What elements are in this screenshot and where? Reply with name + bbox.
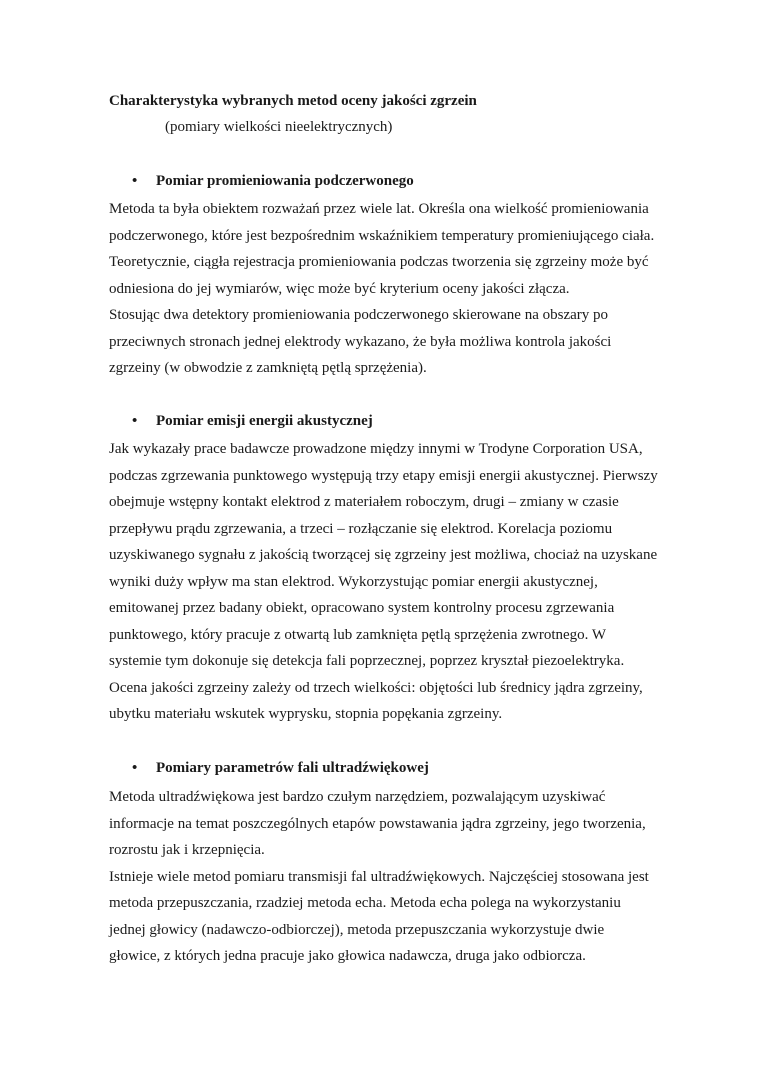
paragraph-line: podczerwonego, które jest bezpośrednim wskaźnikiem temperatury promieniującego ciała. xyxy=(109,227,655,244)
section-heading-label: Pomiary parametrów fali ultradźwiękowej xyxy=(156,760,429,776)
section-heading-label: Pomiar promieniowania podczerwonego xyxy=(156,173,414,189)
section-heading-acoustic xyxy=(132,410,373,432)
paragraph-line: jednej głowicy (nadawczo-odbiorczej), metoda przepuszczania wykorzystuje dwie xyxy=(109,921,605,938)
paragraph-line: obejmuje wstępny kontakt elektrod z materiałem roboczym, drugi – zmiany w czasie xyxy=(109,494,619,510)
section-paragraph-ultrasonic xyxy=(109,784,679,970)
document-subtitle: (pomiary wielkości nieelektrycznych) xyxy=(165,119,393,135)
section-heading-label: Pomiar emisji energii akustycznej xyxy=(156,413,373,429)
paragraph-line: Istnieje wiele metod pomiaru transmisji fal ultradźwiękowych. Najczęściej stosowana jest xyxy=(109,868,649,885)
bullet-icon: • xyxy=(132,413,138,429)
section-paragraph-acoustic xyxy=(109,436,679,728)
section-heading-infrared xyxy=(132,170,414,192)
paragraph-line: Ocena jakości zgrzeiny zależy od trzech wielkości: objętości lub średnicy jądra zgrzeiny, xyxy=(109,679,643,696)
bullet-icon: • xyxy=(132,760,138,776)
paragraph-line: Metoda ta była obiektem rozważań przez wiele lat. Określa ona wielkość promieniowania xyxy=(109,201,649,217)
paragraph-line: emitowanej przez badany obiekt, opracowano system kontrolny procesu zgrzewania xyxy=(109,600,615,616)
paragraph-line: ubytku materiału wskutek wyprysku, stopnia popękania zgrzeiny. xyxy=(109,706,503,722)
paragraph-line: przeciwnych stronach jednej elektrody wykazano, że była możliwa kontrola jakości xyxy=(109,333,612,350)
bullet-icon: • xyxy=(132,173,138,189)
paragraph-line: Teoretycznie, ciągła rejestracja promieniowania podczas tworzenia się zgrzeiny może być xyxy=(109,254,649,270)
document-title: Charakterystyka wybranych metod oceny jakości zgrzein xyxy=(109,93,477,109)
paragraph-line: odniesiona do jej wymiarów, więc może być kryterium oceny jakości złącza. xyxy=(109,280,570,297)
paragraph-line: uzyskiwanego sygnału z jakością tworzącej się zgrzeiny jest możliwa, chociaż na uzyskane xyxy=(109,547,658,563)
section-heading-ultrasonic xyxy=(132,757,429,779)
paragraph-line: podczas zgrzewania punktowego występują trzy etapy emisji energii akustycznej. Pierwszy xyxy=(109,467,658,484)
paragraph-line: informacje na temat poszczególnych etapów powstawania jądra zgrzeiny, jego tworzenia, xyxy=(109,815,646,832)
paragraph-line: Stosując dwa detektory promieniowania podczerwonego skierowane na obszary po xyxy=(109,307,609,323)
paragraph-line: Metoda ultradźwiękowa jest bardzo czułym narzędziem, pozwalającym uzyskiwać xyxy=(109,789,606,805)
paragraph-line: przepływu prądu zgrzewania, a trzeci – rozłączanie się elektrod. Korelacja poziomu xyxy=(109,520,613,537)
paragraph-line: metoda przepuszczania, rzadziej metoda echa. Metoda echa polega na wykorzystaniu xyxy=(109,895,621,911)
paragraph-line: punktowego, który pracuje z otwartą lub zamknięta pętlą sprzężenia zwrotnego. W xyxy=(109,626,607,643)
paragraph-line: Jak wykazały prace badawcze prowadzone między innymi w Trodyne Corporation USA, xyxy=(109,441,643,457)
section-paragraph-infrared xyxy=(109,196,679,382)
paragraph-line: głowice, z których jedna pracuje jako głowica nadawcza, druga jako odbiorcza. xyxy=(109,948,586,964)
paragraph-line: wyniki duży wpływ ma stan elektrod. Wykorzystując pomiar energii akustycznej, xyxy=(109,573,598,590)
paragraph-line: systemie tym dokonuje się detekcja fali poprzecznej, poprzez kryształ piezoelektryka. xyxy=(109,653,625,669)
paragraph-line: rozrostu jak i krzepnięcia. xyxy=(109,842,265,858)
paragraph-line: zgrzeiny (w obwodzie z zamkniętą pętlą sprzężenia). xyxy=(109,360,427,376)
